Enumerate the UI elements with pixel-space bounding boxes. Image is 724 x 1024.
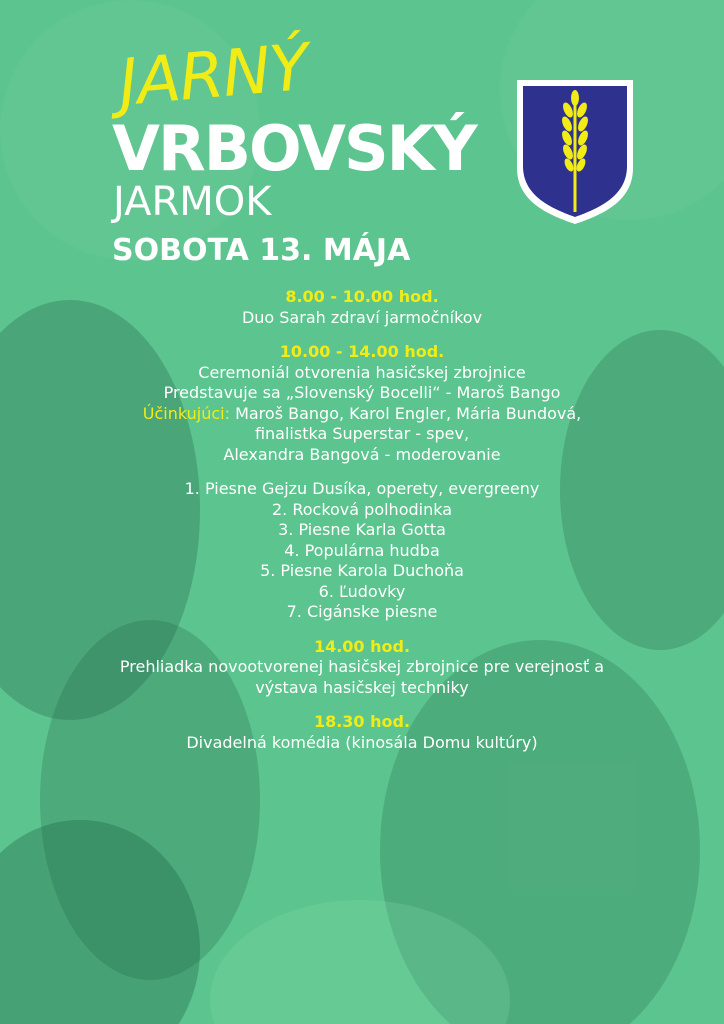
- time-slot: 14.00 hod.: [313, 636, 411, 656]
- time-slot: 18.30 hod.: [313, 712, 411, 731]
- time-slot: 8.00 - 10.00 hod.: [285, 287, 439, 306]
- list-item: 4. Populárna hudba: [284, 540, 440, 560]
- list-item: 1. Piesne Gejzu Dusíka, operety, evergreeny: [184, 479, 540, 498]
- list-item: 3. Piesne Karla Gotta: [278, 520, 446, 539]
- performers-names: Maroš Bango, Karol Engler, Mária Bundová,: [229, 403, 582, 423]
- title-vrbovsky: VRBOVSKÝ: [112, 112, 476, 185]
- program-block-morning: [40, 287, 684, 328]
- performers-line: [40, 404, 684, 425]
- program-line: Ceremoniál otvorenia hasičskej zbrojnice: [198, 362, 526, 382]
- list-item: 2. Rocková polhodinka: [271, 499, 453, 519]
- list-item: 7. Cigánske piesne: [286, 602, 438, 621]
- program-block-evening: [40, 712, 684, 753]
- title-jarny: JARNÝ: [115, 30, 311, 121]
- program-line: Divadelná komédia (kinosála Domu kultúry): [186, 732, 538, 752]
- program-block-afternoon: [40, 637, 684, 699]
- program-line: Duo Sarah zdraví jarmočníkov: [241, 307, 483, 327]
- program-block-ceremony: [40, 342, 684, 465]
- list-item: 6. Ľudovky: [318, 581, 406, 601]
- event-date: SOBOTA 13. MÁJA: [112, 233, 411, 268]
- program-line: Alexandra Bangová - moderovanie: [223, 444, 501, 464]
- title-jarmok: JARMOK: [113, 179, 272, 225]
- program-schedule: [40, 287, 684, 767]
- performers-label: Účinkujúci:: [142, 403, 230, 423]
- program-line: výstava hasičskej techniky: [255, 677, 469, 697]
- wheat-crest-icon: [513, 76, 637, 226]
- list-item: 5. Piesne Karola Duchoňa: [260, 561, 464, 580]
- time-slot: 10.00 - 14.00 hod.: [279, 342, 445, 361]
- song-list: [40, 479, 684, 623]
- program-line: Predstavuje sa „Slovenský Bocelli“ - Maroš Bango: [163, 383, 561, 402]
- program-line: finalistka Superstar - spev,: [254, 424, 470, 443]
- program-line: Prehliadka novootvorenej hasičskej zbrojnice pre verejnosť a: [119, 657, 605, 676]
